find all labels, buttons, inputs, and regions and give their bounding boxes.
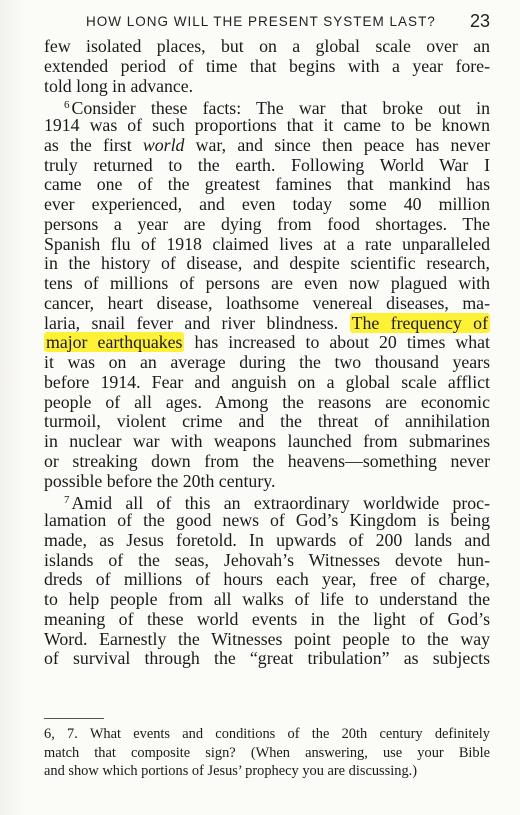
- text-line: possible before the 20th century.: [44, 470, 276, 491]
- text-line: people of all ages. Among the reasons are economic: [44, 391, 490, 412]
- text-line: or streaking down from the heavens—something never: [44, 450, 490, 471]
- paragraph-6-first-line: $^6$ Consider these facts: The war that broke out in: [64, 98, 490, 119]
- text-line: meaning of these world events in the light of God’s: [44, 608, 490, 629]
- body-text: [44, 37, 490, 669]
- text-line: cancer, heart disease, loathsome venereal diseases, ma-: [44, 292, 490, 313]
- page-gutter: [0, 0, 26, 815]
- text-line: islands of the seas, Jehovah’s Witnesses devote hun-: [44, 549, 490, 570]
- text-line: made, as Jesus foretold. In upwards of 200 lands and: [44, 529, 490, 550]
- footnote-line: 6, 7. What events and conditions of the 20th century definitely: [44, 726, 490, 742]
- text-line: tens of millions of persons are even now plagued with: [44, 273, 490, 293]
- text-line: before 1914. Fear and anguish on a global scale afflict: [44, 371, 490, 392]
- text-line: ever experienced, and even today some 40 million: [44, 194, 490, 214]
- text-line: in nuclear war with weapons launched from submarines: [44, 431, 490, 451]
- page-header: [72, 10, 490, 34]
- highlighted-text: major earthquakes: [46, 332, 183, 353]
- emphasis-world: world: [142, 134, 185, 155]
- running-head: HOW LONG WILL THE PRESENT SYSTEM LAST?: [86, 14, 436, 29]
- text-line: told long in advance.: [44, 75, 194, 96]
- text-line: persons a year are dying from food shortages. The: [44, 213, 490, 234]
- footnote-line: match that composite sign? (When answering, use your Bible: [44, 744, 490, 761]
- text-line: Word. Earnestly the Witnesses point people to the way: [44, 628, 490, 649]
- text-line: laria, snail fever and river blindness. The frequency of: [44, 312, 488, 333]
- text-line: lamation of the good news of God’s Kingdom is being: [44, 510, 490, 530]
- text-line: it was on an average during the two thousand years: [44, 352, 490, 372]
- footnote-divider: [44, 718, 104, 719]
- text-line: extended period of time that begins with a year fore-: [44, 55, 490, 76]
- text-line: of survival through the “great tribulation” as subjects: [44, 648, 490, 669]
- text-line: dreds of millions of hours each year, free of charge,: [44, 569, 490, 590]
- text-line: few isolated places, but on a global scale over an: [44, 36, 490, 56]
- paragraph-7-first-line: $^7$ Amid all of this an extraordinary worldwide proc-: [64, 493, 490, 514]
- page-number: 23: [469, 11, 490, 31]
- text-line: to help people from all walks of life to understand the: [44, 589, 490, 609]
- text-line: Spanish flu of 1918 claimed lives at a rate unparalleled: [44, 233, 490, 254]
- text-line: came one of the greatest famines that mankind has: [44, 174, 490, 195]
- text-line: truly returned to the earth. Following World War I: [44, 154, 490, 175]
- study-question-footnote: [44, 725, 490, 781]
- text-line: turmoil, violent crime and the threat of annihilation: [44, 411, 490, 432]
- footnote-line: and show which portions of Jesus’ prophecy you are discussing.): [44, 763, 418, 779]
- text-line: 1914 was of such proportions that it came to be known: [44, 115, 490, 135]
- text-line: major earthquakes has increased to about 20 times what: [46, 332, 490, 353]
- text-line: in the history of disease, and despite scientific research,: [44, 253, 490, 274]
- highlighted-text: The frequency of: [351, 312, 488, 333]
- paragraph-number: 6: [64, 99, 70, 112]
- text-line: as the first world war, and since then peace has never: [44, 134, 491, 155]
- paragraph-number: 7: [64, 494, 70, 507]
